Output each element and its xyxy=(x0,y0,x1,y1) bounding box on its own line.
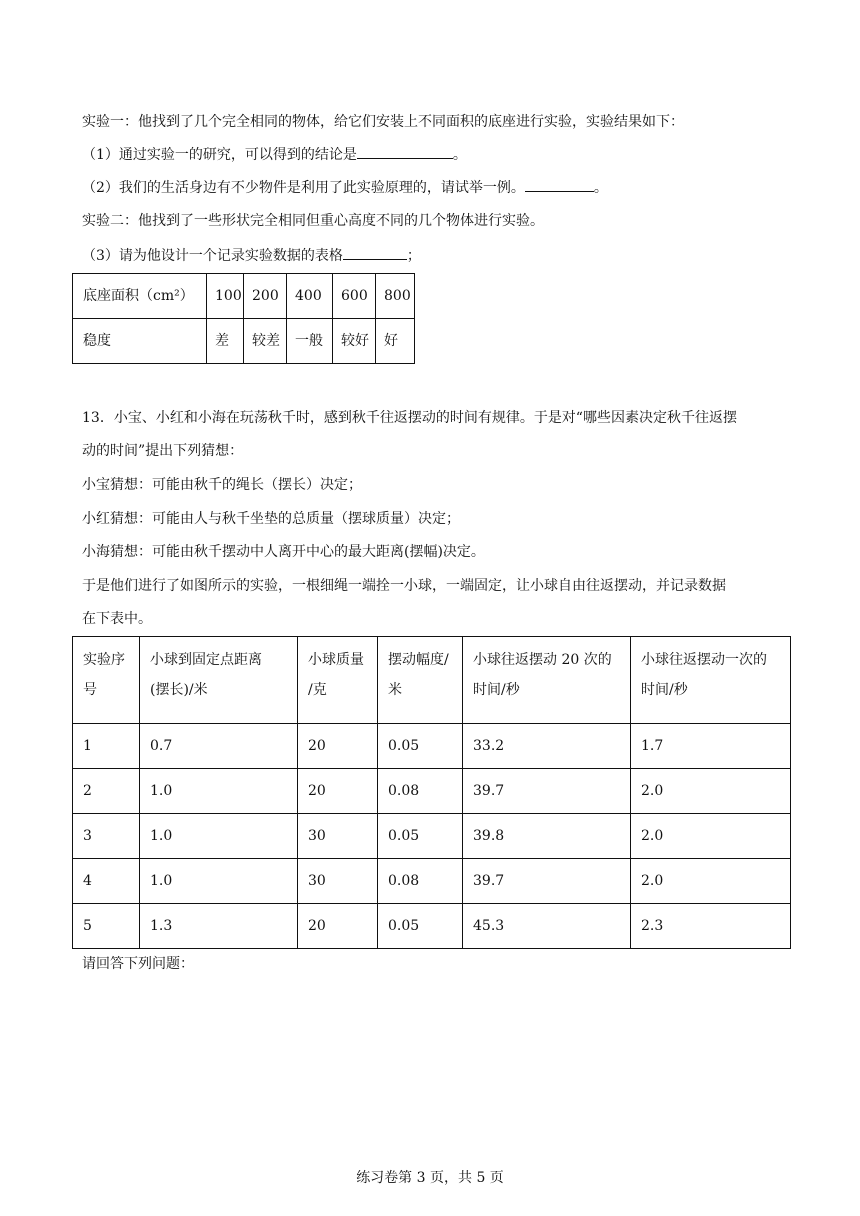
table-cell: 20 xyxy=(298,769,378,814)
table-cell: 4 xyxy=(73,859,140,904)
table-cell: 2 xyxy=(73,769,140,814)
table-cell: 0.05 xyxy=(378,904,463,949)
table-cell: 1.0 xyxy=(140,769,298,814)
table-cell: 39.7 xyxy=(463,859,631,904)
header-cell xyxy=(140,637,298,724)
experiment2-intro: 实验二：他找到了一些形状完全相同但重心高度不同的几个物体进行实验。 xyxy=(82,213,544,229)
table-cell: 0.08 xyxy=(378,769,463,814)
header-text: 米 xyxy=(388,682,402,698)
header-cell xyxy=(378,637,463,724)
table-cell: 600 xyxy=(333,274,376,319)
guess-xiaohai: 小海猜想：可能由秋千摆动中人离开中心的最大距离(摆幅)决定。 xyxy=(82,544,485,560)
answer-prompt: 请回答下列问题： xyxy=(82,956,194,972)
guess-xiaohong: 小红猜想：可能由人与秋千坐垫的总质量（摆球质量）决定； xyxy=(82,511,460,527)
table-cell: 33.2 xyxy=(463,724,631,769)
guess-xiaobao: 小宝猜想：可能由秋千的绳长（摆长）决定； xyxy=(82,477,362,493)
table-cell: 2.0 xyxy=(631,859,791,904)
setup-line2: 在下表中。 xyxy=(82,611,152,627)
answer-blank-2[interactable] xyxy=(525,177,594,192)
header-text: 小球质量 xyxy=(308,652,364,668)
header-text: (摆长)/米 xyxy=(150,682,208,698)
row-label-stability: 稳度 xyxy=(73,319,207,364)
pendulum-table xyxy=(72,636,791,949)
header-text: 实验序 xyxy=(83,652,125,668)
header-text: 摆动幅度/ xyxy=(388,652,449,668)
question-1 xyxy=(82,144,467,165)
table-cell: 800 xyxy=(376,274,415,319)
table-row xyxy=(73,769,791,814)
table-cell: 2.0 xyxy=(631,769,791,814)
table-cell: 0.05 xyxy=(378,814,463,859)
table-cell: 好 xyxy=(376,319,415,364)
table-cell: 较差 xyxy=(244,319,287,364)
stability-table xyxy=(72,273,415,364)
table-cell: 5 xyxy=(73,904,140,949)
table-row xyxy=(73,274,415,319)
table-cell: 20 xyxy=(298,904,378,949)
table-cell: 30 xyxy=(298,814,378,859)
setup-line1: 于是他们进行了如图所示的实验，一根细绳一端拴一小球，一端固定，让小球自由往返摆动，并记录数据 xyxy=(82,578,726,594)
table-cell: 1 xyxy=(73,724,140,769)
row-label-area: 底座面积（cm²） xyxy=(73,274,207,319)
table-cell: 差 xyxy=(207,319,244,364)
header-text: 时间/秒 xyxy=(641,682,688,698)
table-cell: 200 xyxy=(244,274,287,319)
table-cell: 2.3 xyxy=(631,904,791,949)
table-cell: 400 xyxy=(287,274,333,319)
table-row xyxy=(73,904,791,949)
question-2-end: 。 xyxy=(593,180,608,196)
header-cell xyxy=(463,637,631,724)
table-header-row xyxy=(73,637,791,724)
question-2-text: （2）我们的生活身边有不少物件是利用了此实验原理的，请试举一例。 xyxy=(82,180,525,196)
header-text: /克 xyxy=(308,682,327,698)
table-cell: 较好 xyxy=(333,319,376,364)
table-cell: 2.0 xyxy=(631,814,791,859)
table-cell: 1.0 xyxy=(140,859,298,904)
table-cell: 3 xyxy=(73,814,140,859)
page-footer: 练习卷第 3 页，共 5 页 xyxy=(356,1170,504,1186)
header-cell xyxy=(298,637,378,724)
table-cell: 1.7 xyxy=(631,724,791,769)
question-13-line1: 13．小宝、小红和小海在玩荡秋千时，感到秋千往返摆动的时间有规律。于是对“哪些因素决定秋千往返摆 xyxy=(82,410,737,426)
question-3 xyxy=(82,245,421,266)
question-3-text: （3）请为他设计一个记录实验数据的表格 xyxy=(82,248,343,264)
header-cell xyxy=(73,637,140,724)
table-cell: 20 xyxy=(298,724,378,769)
table-cell: 0.08 xyxy=(378,859,463,904)
table-cell: 1.0 xyxy=(140,814,298,859)
table-cell: 0.7 xyxy=(140,724,298,769)
table-cell: 39.7 xyxy=(463,769,631,814)
header-text: 时间/秒 xyxy=(473,682,520,698)
table-cell: 100 xyxy=(207,274,244,319)
table-cell: 39.8 xyxy=(463,814,631,859)
table-cell: 0.05 xyxy=(378,724,463,769)
table-cell: 30 xyxy=(298,859,378,904)
table-cell: 45.3 xyxy=(463,904,631,949)
table-row xyxy=(73,814,791,859)
table-cell: 1.3 xyxy=(140,904,298,949)
header-cell xyxy=(631,637,791,724)
header-text: 小球往返摆动一次的 xyxy=(641,652,767,668)
table-row xyxy=(73,724,791,769)
table-cell: 一般 xyxy=(287,319,333,364)
answer-blank-1[interactable] xyxy=(357,144,453,159)
header-text: 小球往返摆动 20 次的 xyxy=(473,652,612,668)
table-row xyxy=(73,319,415,364)
header-text: 号 xyxy=(83,682,97,698)
question-13-line2: 动的时间”提出下列猜想： xyxy=(82,443,244,459)
question-1-text: （1）通过实验一的研究，可以得到的结论是 xyxy=(82,147,357,163)
question-3-end: ； xyxy=(406,248,421,264)
answer-blank-3[interactable] xyxy=(343,245,407,260)
header-text: 小球到固定点距离 xyxy=(150,652,262,668)
experiment1-intro: 实验一：他找到了几个完全相同的物体，给它们安装上不同面积的底座进行实验，实验结果如下： xyxy=(82,114,684,130)
table-row xyxy=(73,859,791,904)
question-2 xyxy=(82,177,608,198)
question-1-end: 。 xyxy=(452,147,467,163)
